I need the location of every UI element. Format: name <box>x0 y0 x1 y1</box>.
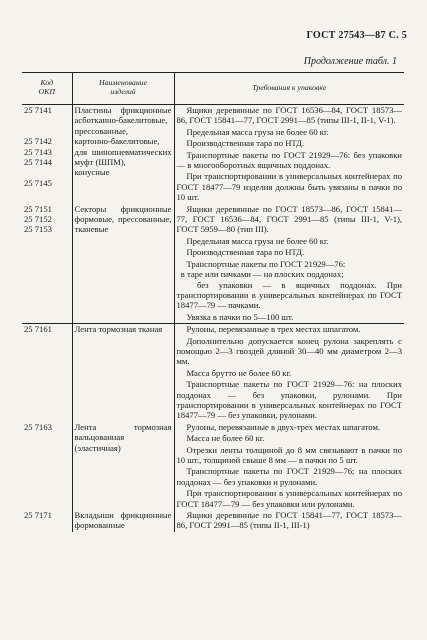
requirement-paragraph: Масса брутто не более 60 кг. <box>186 367 292 378</box>
product-name-cell: Лента тормозная тканая <box>72 324 174 422</box>
requirement-paragraph: Ящики деревянные по ГОСТ 16536—84, ГОСТ 18573—86, ГОСТ 15841—77, ГОСТ 2991—85 (типы III-1, II-1, V-1). <box>176 105 402 126</box>
requirement-paragraph: При транспортировании в универсальных контейнерах по ГОСТ 18477—79 изделия должны быть увязаны в пачки по 10 шт. <box>176 171 405 203</box>
requirement-paragraph: Транспортные пакеты по ГОСТ 21929—76: без упаковки — в многооборотных ящичных поддонах. <box>176 149 405 171</box>
requirement-paragraph: Предельная масса груза не более 60 кг. <box>186 126 329 137</box>
requirement-paragraph: Отрезки ленты толщиной до 8 мм связывают в пачки по 10 шт., толщиной свыше 8 мм — в пачки по 5 шт. <box>176 444 405 465</box>
table-row <box>22 105 404 204</box>
packaging-requirements-table <box>22 72 404 532</box>
requirement-paragraph: Ящики деревянные по ГОСТ 18573—86, ГОСТ 15841—77, ГОСТ 16536—84, ГОСТ 2991—85 (типы III-1, V-1), ГОСТ 5959—80 (тип III). <box>176 203 405 235</box>
requirement-paragraph: Рулоны, перевязанные в двух-трех местах шпагатом. <box>186 421 381 432</box>
page-header: ГОСТ 27543—87 С. 5 <box>306 30 407 41</box>
column-header-requirements: Требования к упаковке <box>174 73 404 105</box>
requirements-cell <box>174 105 404 204</box>
requirement-paragraph: При транспортировании в универсальных контейнерах по ГОСТ 18477—79 — без упаковки или рулонами. <box>176 488 405 509</box>
table-header-row <box>22 73 404 105</box>
requirement-paragraph: Транспортные пакеты по ГОСТ 21929—76; на плоских поддонах — без упаковки и рулонами. <box>176 466 405 487</box>
requirement-paragraph: Производственная тара по НТД. <box>186 138 305 149</box>
requirement-paragraph: Дополнительно допускается конец рулона закреплять с помощью 2—3 гвоздей длиной 30—40 мм диаметром 2—3 мм. <box>176 335 405 367</box>
product-code-cell: 25 7171 <box>24 510 52 521</box>
requirement-paragraph: Рулоны, перевязанные в трех местах шпагатом. <box>186 324 361 335</box>
requirement-paragraph: Производственная тара по НТД. <box>186 247 305 258</box>
product-code-cell: 25 7141 25 7142 25 7143 25 7144 25 7145 <box>24 105 52 188</box>
table-row <box>22 422 404 510</box>
table-row <box>22 204 404 324</box>
column-header-name: Наименование изделий <box>72 73 174 105</box>
requirement-paragraph: Ящики деревянные по ГОСТ 15841—77, ГОСТ 18573—86, ГОСТ 2991—85 (типы II-1, III-1) <box>176 510 402 531</box>
requirements-cell <box>174 422 404 510</box>
requirement-paragraph: Увязка в пачки по 5—100 шт. <box>186 311 294 322</box>
table-row <box>22 324 404 422</box>
requirement-paragraph: Транспортные пакеты по ГОСТ 21929—76: на плоских поддонах — без упаковки, рулонами. При транспортировании в универсальных контейнерах по ГОСТ 18477—79 — без упаковки, рулонами. <box>176 379 405 421</box>
product-name-cell: Лента тормозная вальцованная (эластичная) <box>72 422 174 510</box>
table-row <box>22 510 404 532</box>
product-code-cell: 25 7151 25 7152 25 7153 <box>24 203 52 235</box>
product-name-cell: Вкладыши фрикционные формованные <box>72 510 174 532</box>
requirements-cell <box>174 510 404 532</box>
requirements-cell <box>174 324 404 422</box>
product-name-cell: Пластины фрикционные асботканно-бакелитовые, прессованные, картонно-бакелитовые, для шинопневматических муфт (ШПМ), конусные <box>72 105 174 204</box>
requirement-paragraph: Масса не более 60 кг. <box>186 433 265 444</box>
table-continued-label: Продолжение табл. 1 <box>303 56 397 67</box>
requirement-paragraph: Транспортные пакеты по ГОСТ 21929—76: в таре или пачками — на плоских поддонах; без упаковки — в ящичных поддонах. При транспортировании в универсальных контейнерах по ГОСТ 18477—79 — пачками. <box>176 258 402 311</box>
table-body <box>22 105 404 532</box>
requirements-cell <box>174 204 404 324</box>
product-name-cell: Секторы фрикционные формовые, прессованные, тканевые <box>72 204 174 324</box>
product-code-cell: 25 7163 <box>24 421 52 432</box>
requirement-paragraph: Предельная масса груза не более 60 кг. <box>186 235 329 246</box>
product-code-cell: 25 7161 <box>24 324 52 335</box>
column-header-code: Код ОКП <box>22 73 72 105</box>
